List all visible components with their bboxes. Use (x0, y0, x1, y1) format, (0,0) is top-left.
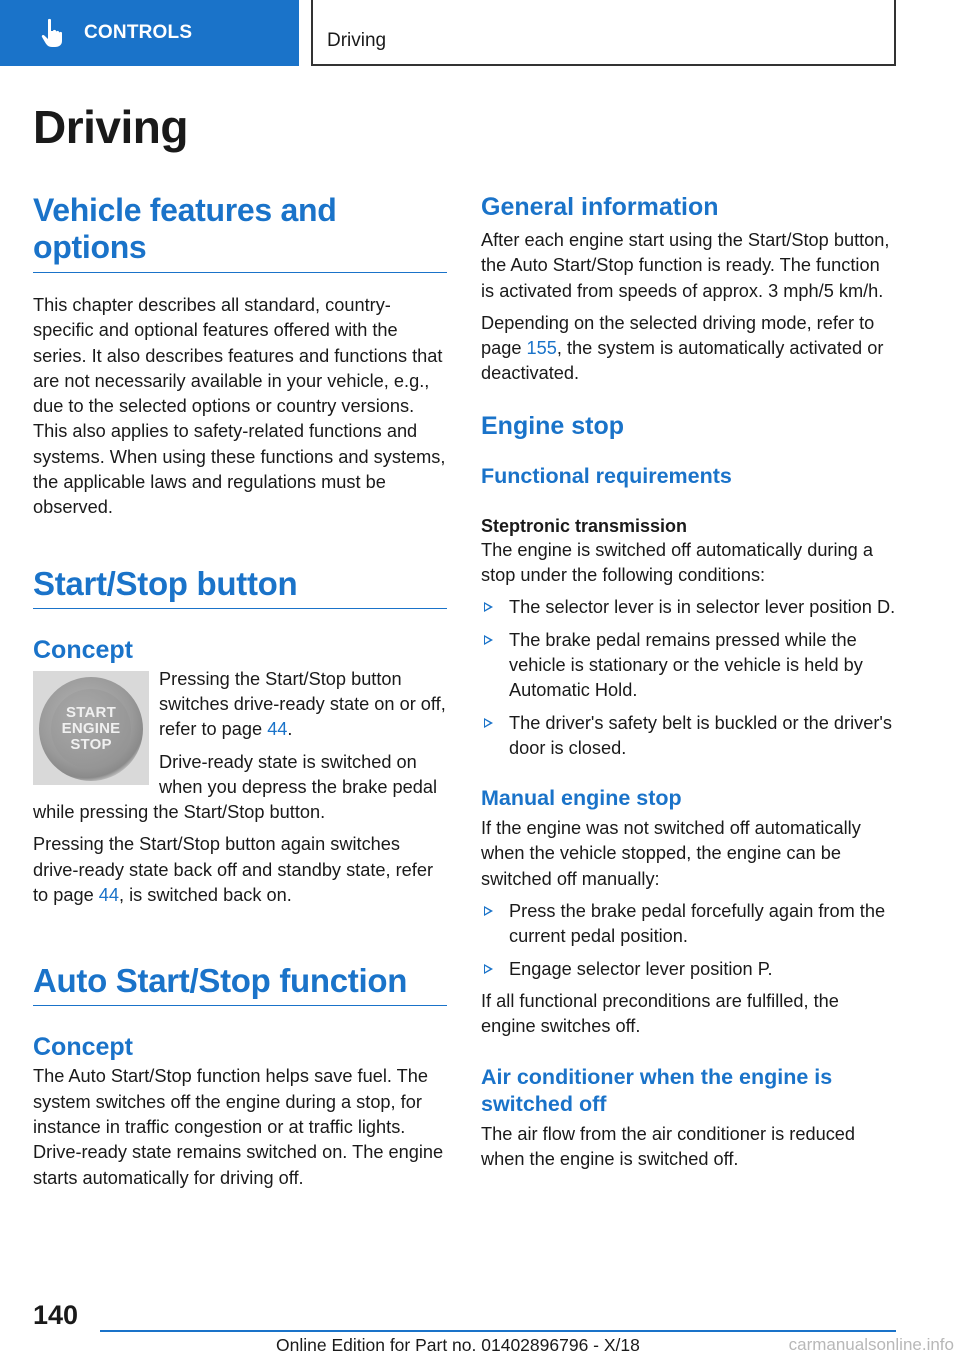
heading-line: options (33, 229, 147, 265)
button-text: START (66, 703, 116, 721)
heading-vehicle-features (33, 192, 447, 273)
page-link[interactable]: 44 (267, 719, 288, 740)
list-item-text: The driver's safety belt is buckled or the driver's door is closed. (509, 712, 892, 758)
page-number: 140 (33, 1300, 79, 1330)
start-stop-p2: Drive-ready state is switched on when you depress the brake pedal while pressing the Start/Stop button. (33, 751, 438, 823)
general-info-p2 (481, 311, 897, 387)
ac-body: The air flow from the air conditioner is reduced when the engine is switched off. (481, 1123, 856, 1169)
heading-line: Vehicle features and (33, 192, 337, 228)
button-face (51, 689, 131, 769)
list-item (481, 711, 897, 762)
manual-result: If all functional preconditions are fulfilled, the engine switches off. (481, 990, 839, 1037)
edition-text: Online Edition for Part no. 01402896796 - X/18 (276, 1335, 640, 1355)
text: , the system is automatically activated or deactivated. (481, 338, 884, 384)
right-column (481, 192, 897, 1172)
start-stop-button-image (33, 671, 149, 785)
heading-concept: Concept (33, 635, 133, 664)
breadcrumb[interactable]: Driving (327, 30, 387, 51)
heading-start-stop-button: Start/Stop button (33, 565, 447, 609)
page-link[interactable]: 44 (98, 885, 119, 906)
text: Pressing the Start/Stop button switches drive-ready state on or off, refer to page (159, 668, 446, 740)
text: Depending on the selected driving mode, refer to page (481, 312, 875, 359)
breadcrumb-bar (311, 0, 896, 66)
list-item (481, 628, 897, 704)
text: . (287, 719, 293, 740)
heading-steptronic: Steptronic transmission (481, 515, 688, 536)
page-title: Driving (33, 101, 188, 153)
manual-steps-list (481, 899, 897, 982)
heading-auto-start-stop: Auto Start/Stop function (33, 962, 447, 1006)
bullet-triangle-icon (484, 602, 493, 612)
list-item-text: The brake pedal remains pressed while the vehicle is stationary or the vehicle is held by Automatic Hold. (509, 629, 863, 701)
section-label: CONTROLS (84, 22, 193, 43)
vehicle-features-body: This chapter describes all standard, country-specific and optional features offered with the series. It also describes features and functions that are not necessarily available in your vehicle, e.g., due to the selected options or country versions. This also applies to safety-related functions and systems. When using these functions and systems, the applicable laws and regulations must be observed. (33, 295, 446, 518)
general-info-p1: After each engine start using the Start/Stop button, the Auto Start/Stop function is ready. The function is activated from speeds of approx. 3 mph/5 km/h. (481, 230, 890, 301)
bullet-triangle-icon (484, 906, 493, 916)
start-stop-p3 (33, 832, 447, 908)
heading-air-conditioner: Air conditioner when the engine is switched off (481, 1064, 833, 1116)
button-text: STOP (70, 735, 112, 753)
list-item (481, 957, 897, 982)
heading-concept: Concept (33, 1033, 133, 1062)
watermark: carmanualsonline.info (788, 1335, 954, 1354)
pointing-hand-icon (36, 16, 70, 50)
button-text: ENGINE (61, 719, 121, 737)
heading-engine-stop: Engine stop (481, 411, 625, 440)
footer-divider (100, 1330, 896, 1332)
conditions-list (481, 595, 897, 761)
text: Pressing the Start/Stop button again switches drive-ready state back off and standby state, refer to page (33, 834, 434, 906)
list-item (481, 899, 897, 950)
page-link[interactable]: 155 (526, 338, 557, 359)
auto-start-stop-body: The Auto Start/Stop function helps save fuel. The system switches off the engine during a stop, for instance in traffic congestion or at traffic lights. Drive-ready state remains switched on. The engine starts automatically for driving off. (33, 1066, 444, 1188)
bullet-triangle-icon (484, 964, 493, 974)
heading-manual-engine-stop: Manual engine stop (481, 786, 682, 811)
steptronic-intro: The engine is switched off automatically during a stop under the following conditions: (481, 539, 873, 586)
list-item-text: Engage selector lever position P. (509, 958, 773, 979)
bullet-triangle-icon (484, 635, 493, 645)
bullet-triangle-icon (484, 718, 493, 728)
manual-intro: If the engine was not switched off automatically when the vehicle stopped, the engine can be switched off manually: (481, 818, 861, 889)
left-column (33, 192, 447, 1191)
list-item-text: Press the brake pedal forcefully again from the current pedal position. (509, 901, 886, 947)
start-stop-concept-block (33, 667, 447, 909)
list-item-text: The selector lever is in selector lever position D. (509, 597, 896, 618)
list-item (481, 595, 897, 620)
text: , is switched back on. (118, 885, 292, 906)
heading-general-information: General information (481, 193, 719, 221)
heading-functional-requirements: Functional requirements (481, 463, 732, 488)
section-tab[interactable] (0, 0, 299, 66)
